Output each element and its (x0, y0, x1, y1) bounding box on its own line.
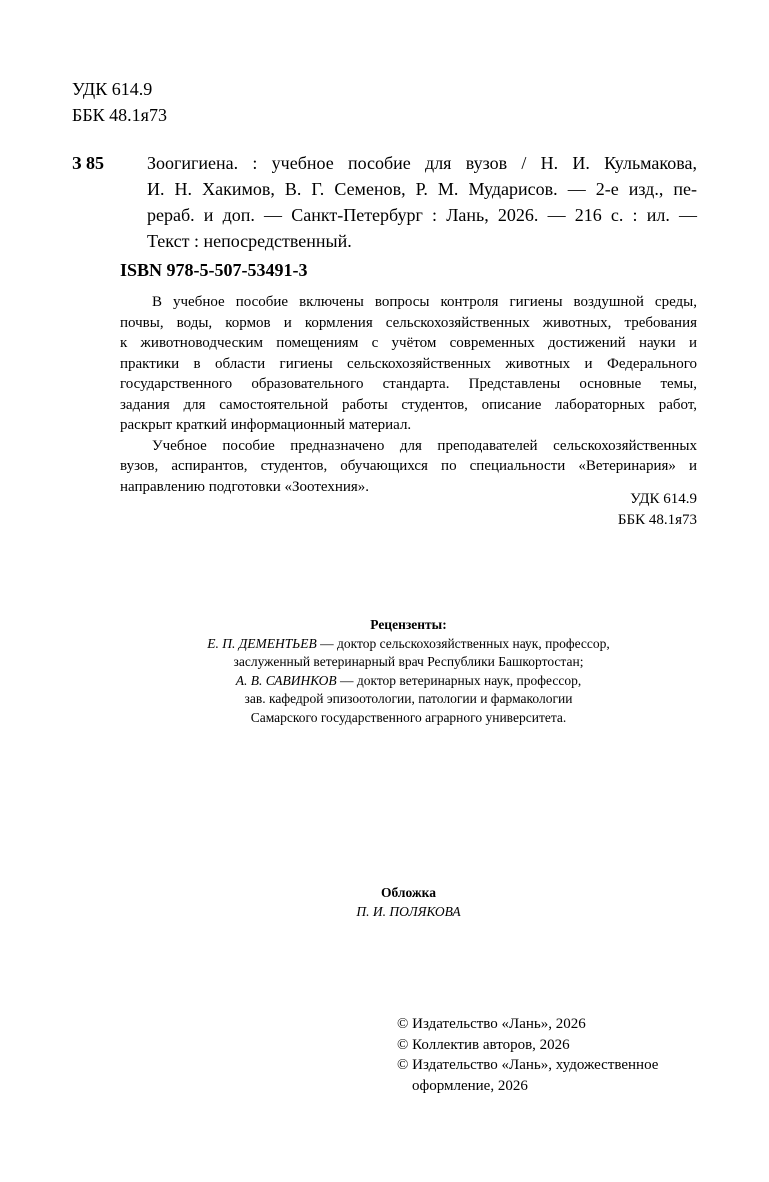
bbk-code: ББК 48.1я73 (72, 105, 167, 125)
annotation-line: к животноводческим помещениям с учётом современных достижений науки и (120, 335, 697, 351)
bbk-code: ББК 48.1я73 (617, 512, 697, 528)
annotation (120, 292, 697, 497)
udk-block-top (72, 76, 167, 128)
reviewer-credentials: — доктор сельскохозяйственных наук, профессор, (316, 635, 610, 651)
reviewer-2 (120, 672, 697, 691)
biblio-line: И. Н. Хакимов, В. Г. Семенов, Р. М. Мударисов. — 2-е изд., пе- (147, 179, 697, 199)
reviewer-credentials: — доктор ветеринарных наук, профессор, (336, 672, 582, 688)
copyright-line: © Коллектив авторов, 2026 (397, 1036, 570, 1053)
udk-block-right (618, 489, 697, 531)
biblio-line: Зоогигиена. : учебное пособие для вузов / Н. И. Кульмакова, (147, 153, 697, 173)
annotation-line: практики в области гигиены сельскохозяйственных животных и Федерального (120, 355, 697, 372)
biblio-line: рераб. и доп. — Санкт-Петербург : Лань, 2026. — 216 с. : ил. — (147, 205, 697, 225)
annotation-line: задания для самостоятельной работы студентов, описание лабораторных работ, (120, 396, 697, 413)
udk-code: УДК 614.9 (630, 491, 697, 507)
annotation-line: государственного образовательного стандарта. Представлены основные темы, (120, 376, 697, 392)
bibliographic-description (147, 150, 697, 254)
cover-heading: Обложка (380, 885, 436, 900)
biblio-line: Текст : непосредственный. (147, 231, 352, 251)
annotation-line: В учебное пособие включены вопросы контроля гигиены воздушной среды, (152, 294, 697, 310)
copyright-line: оформление, 2026 (412, 1077, 528, 1094)
reviewer-credentials: Самарского государственного аграрного университета. (250, 709, 567, 725)
copyright-line: © Издательство «Лань», 2026 (397, 1016, 586, 1032)
annotation-line: направлению подготовки «Зоотехния». (120, 478, 370, 495)
reviewers-block (120, 616, 697, 727)
cover-designer: П. И. ПОЛЯКОВА (356, 903, 461, 919)
annotation-line: раскрыт краткий информационный материал. (120, 417, 412, 433)
reviewer-1 (120, 635, 697, 654)
reviewer-credentials: заслуженный ветеринарный врач Республики Башкортостан; (233, 654, 584, 669)
reviewer-name: А. В. САВИНКОВ (235, 672, 337, 688)
copyright-line: © Издательство «Лань», художественное (397, 1057, 659, 1073)
reviewer-credentials: зав. кафедрой эпизоотологии, патологии и фармакологии (244, 691, 573, 706)
reviewers-heading: Рецензенты: (370, 617, 447, 632)
annotation-line: вузов, аспирантов, студентов, обучающихся по специальности «Ветеринария» и (120, 458, 697, 474)
isbn: ISBN 978-5-507-53491-3 (120, 260, 308, 280)
annotation-line: Учебное пособие предназначено для преподавателей сельскохозяйственных (152, 437, 697, 454)
annotation-line: почвы, воды, кормов и кормления сельскохозяйственных животных, требования (120, 314, 697, 331)
author-mark: З 85 (72, 153, 105, 173)
cover-credit (120, 884, 697, 921)
udk-code: УДК 614.9 (72, 79, 153, 99)
reviewer-name: Е. П. ДЕМЕНТЬЕВ (207, 635, 317, 651)
copyright-block (397, 1014, 658, 1096)
